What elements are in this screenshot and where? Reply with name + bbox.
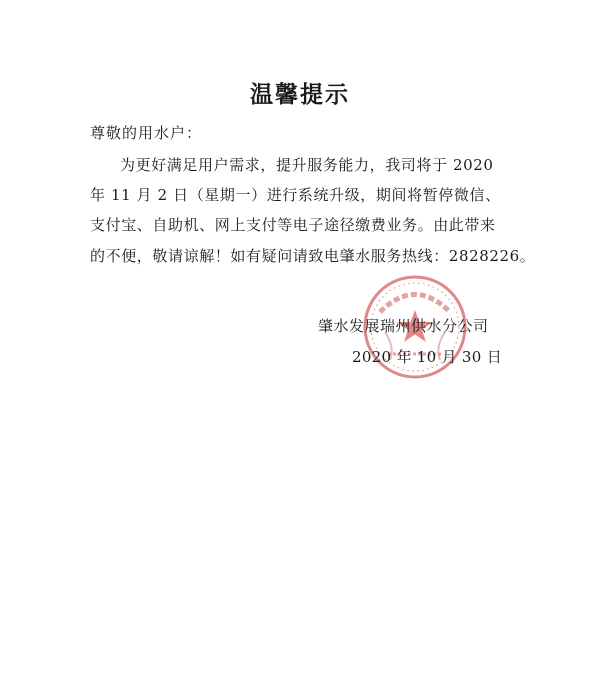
body-line-3: 支付宝、自助机、网上支付等电子途径缴费业务。由此带来 — [90, 216, 496, 234]
body-line-1: 为更好满足用户需求，提升服务能力，我司将于 2020 — [120, 156, 494, 174]
page-title: 温馨提示 — [250, 81, 350, 108]
salutation: 尊敬的用水户： — [90, 124, 203, 142]
body-line-2: 年 11 月 2 日（星期一）进行系统升级，期间将暂停微信、 — [90, 186, 501, 204]
signature-company: 肇水发展瑞州供水分公司 — [318, 317, 489, 335]
body-line-4: 的不便，敬请谅解！如有疑问请致电肇水服务热线：2828226。 — [90, 247, 536, 265]
signature-date: 2020 年 10 月 30 日 — [352, 348, 502, 366]
